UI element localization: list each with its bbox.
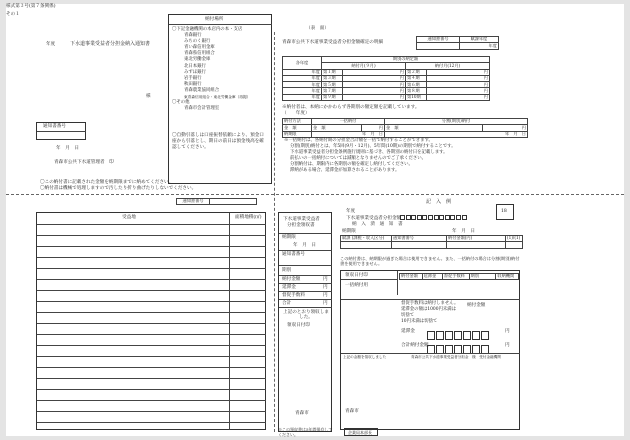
schedule-row: 年度 第９期 円 第10期 円 <box>283 94 490 100</box>
land-row-line <box>37 378 266 379</box>
land-notice-no-value <box>210 199 257 205</box>
schedule-col-year: 各年度 <box>283 57 322 70</box>
slip-number-box <box>496 204 514 220</box>
receipt-deadline: 年 月 日 <box>293 243 316 248</box>
place-item: 青い森信用金庫 <box>184 45 215 51</box>
slip-rule: 10円未満は切捨て <box>401 319 438 325</box>
statement-note: 分割(期別)納付とは、年5回(9月・12月)、5年間(10期)の期別で納付することです。 <box>290 144 456 150</box>
land-row-line <box>37 334 266 335</box>
slip-detail-table <box>399 273 519 280</box>
schedule-col-second: 納付月(12月) <box>406 63 490 69</box>
slip-seal-label: 企業局本部長 <box>348 430 372 435</box>
slip-grand-yen: 円 <box>505 343 510 348</box>
slip-head-page: (1)/(1) <box>506 236 523 242</box>
receipt-late-label: 延滞金 <box>282 285 296 290</box>
statement-note: 分割納付は、期限内に各期別の額を確定し納付してください。 <box>290 162 413 168</box>
receipt-period-label: 期別 <box>282 268 292 273</box>
schedule-row: 年度 第１期 円 第２期 円 <box>283 69 490 75</box>
notice-year: 年度 <box>46 42 56 47</box>
form-part: その１ <box>6 12 20 17</box>
schedule-header: 期別の納定額 <box>322 57 490 63</box>
schedule-row: 年度 第３期 円 第４期 円 <box>283 75 490 81</box>
deadline-label: 納期限 <box>283 131 312 137</box>
slip-number: 18 <box>501 209 507 214</box>
slip-deadline: 年 月 日 <box>452 229 475 234</box>
notice-no-box <box>36 122 86 140</box>
land-row-line <box>37 345 266 346</box>
inst-amount-label: 金 額 <box>385 125 483 131</box>
payment-place-title: 納付場所 <box>205 17 224 22</box>
place-item: みちのく銀行 <box>184 39 211 45</box>
land-row-line <box>37 389 266 390</box>
place-item: 〇下記金融機関の本店内の本・支店 <box>172 27 243 32</box>
place-item: 東北労働金庫 <box>184 57 211 63</box>
slip-deadline-label: 納期限 <box>342 229 356 234</box>
land-row-line <box>37 224 266 225</box>
statement-notice-no-table <box>416 36 499 50</box>
land-row-line <box>37 400 266 401</box>
land-row-line <box>37 257 266 258</box>
schedule-table <box>282 56 490 101</box>
receipt-fee-label: 督促手数料 <box>282 293 305 298</box>
slip-rule: 督促手数料は納付しません。 <box>401 301 459 306</box>
slip-head-table <box>340 235 523 249</box>
cut-line-vertical <box>274 32 275 432</box>
land-row-line <box>37 367 266 368</box>
method-installment: 分割(期別)納付 <box>385 119 528 125</box>
receipt-late-yen: 円 <box>323 285 328 290</box>
land-row-line <box>37 268 266 269</box>
slip-late-label: 延滞金 <box>401 329 415 334</box>
land-notice-no <box>176 198 257 205</box>
statement-notice-no-value <box>417 43 460 49</box>
land-table <box>36 212 266 430</box>
receipt-total-yen: 円 <box>323 301 328 306</box>
inst-amount-yen: 円 <box>482 125 527 131</box>
receipt-no-label: 通知書番号 <box>282 252 305 257</box>
statement-year-value: 年度 <box>460 43 499 49</box>
receipt-fee-yen: 円 <box>323 293 328 298</box>
receipt-deadline-label: 納期限 <box>282 235 296 240</box>
slip-col-total: 納付金額 <box>400 274 423 280</box>
slip-rule: 延滞金の額は1000円未満は <box>401 307 457 313</box>
footnote-2: 〇納付書は機械で処理しますので汚したり折り曲げたりしないでください。 <box>40 186 197 191</box>
land-row-line <box>37 290 266 291</box>
receipt-box <box>278 212 332 432</box>
notice-no-label: 通知書番号 <box>43 124 66 129</box>
slip-code-boxes <box>400 207 467 226</box>
statement-note: ※一括納付は、各納付期の分担金合計額を一括で納付することができます。 <box>284 138 433 143</box>
statement-note: 滞納がある場合、延滞金が加算されることがあります。 <box>290 168 400 174</box>
slip-col-bank: 収納機関 <box>496 274 519 280</box>
payment-place-list <box>172 27 250 112</box>
land-row-line <box>37 246 266 247</box>
slip-col-fee: 督促手数料 <box>442 274 469 280</box>
payment-place-box <box>168 14 272 184</box>
transfer-note: 〇自動引落しは口座振替依頼により、預金口座から引落とし、期日の前日は預金残高を確認してください。 <box>172 133 264 150</box>
place-item: 青森農業協同組合 <box>184 87 220 93</box>
statement-note: 前払いの一括納付については減額となりませんのでご了承ください。 <box>290 156 427 162</box>
slip-seal-box <box>344 428 378 436</box>
place-item: 北日本銀行 <box>184 63 206 69</box>
place-item: 青森銀行 <box>184 33 202 39</box>
place-item: 青森市会計管理室 <box>184 106 220 112</box>
place-item: 東青森信用組合・東北労働金庫（再掲） <box>184 95 251 100</box>
statement-note-b: （ 年度） <box>282 111 310 116</box>
slip-rules <box>401 301 458 325</box>
schedule-row: 年度 第７期 円 第８期 円 <box>283 88 490 94</box>
schedule-row: 年度 第５期 円 第６期 円 <box>283 82 490 88</box>
slip-late-yen: 円 <box>505 329 510 334</box>
slip-col-cat: 一括納付用 <box>345 283 368 288</box>
slip-city: 青森市 <box>345 409 359 414</box>
land-row-line <box>37 312 266 313</box>
place-item: みずほ銀行 <box>184 69 206 75</box>
method-table <box>282 118 528 138</box>
receipt-title-1: 下水道事業受益者 <box>283 217 320 222</box>
statement-year-label: 賦課年度 <box>460 37 499 43</box>
land-col-size: 面積地積(㎡) <box>235 215 262 220</box>
land-row-line <box>37 235 266 236</box>
land-row-line <box>37 323 266 324</box>
slip-title-2: 納 入 済 通 知 書 <box>352 222 403 227</box>
notice-title: 下水道事業受益者分担金納入通知書 <box>70 41 151 47</box>
statement-note-a: ※納付者は、本納にかかわらず各期別の額定額を記載しています。 <box>282 105 420 110</box>
form-number: 様式第３号(第７条関係) <box>6 4 56 9</box>
place-item: 岩手銀行 <box>184 75 202 81</box>
land-row-line <box>37 411 266 412</box>
inst-deadline: 年 月 日 <box>385 131 528 137</box>
land-row-line <box>37 356 266 357</box>
notice-date: 年 月 日 <box>56 146 79 151</box>
land-row-line <box>37 279 266 280</box>
statement-notice-no-label: 通知書番号 <box>417 37 460 43</box>
notice-sama: 様 <box>146 94 151 99</box>
slip-stamp-label: 領収日付印 <box>345 273 368 278</box>
receipt-stamp-label: 領収日付印 <box>287 323 310 328</box>
slip-note: この納付書は、納期限が過ぎた場合は使用できません。また、一括納付の場合は分割(期別)納付書を使用できません。 <box>340 256 520 266</box>
land-row-line <box>37 422 266 423</box>
lump-amount-yen: 円 <box>361 125 384 131</box>
slip-pay-label: 納付金額 <box>467 303 486 308</box>
land-notice-no-label: 通知書番号 <box>177 199 210 205</box>
form-page <box>6 4 624 436</box>
slip-head-cat: 賦課 (課税・収入区分) <box>341 236 392 242</box>
lump-deadline: 年 月 日 <box>312 131 385 137</box>
land-row-line <box>37 301 266 302</box>
slip-bank-note: 青森市公共下水道事業受益者分担金 様 受付金融機関 <box>411 355 501 359</box>
schedule-col-first: 納付月(９月) <box>322 63 406 69</box>
statement-notes <box>284 138 456 175</box>
statement-title: 青森市公共下水道事業受益者分担金額確定の明細 <box>282 40 384 45</box>
slip-example-label: 記 入 例 <box>426 199 452 205</box>
amount-label: 金 額 <box>283 125 312 131</box>
receipt-total-label: 合計 <box>282 301 292 306</box>
receipt-pay-label: 納付金額 <box>282 277 301 282</box>
receipt-received: 上記のとおり領収しました。 <box>283 310 329 321</box>
place-item: 青森県信用組合 <box>184 51 215 57</box>
cut-line-horizontal <box>6 194 624 195</box>
slip-head-pay: 納付金額(円) <box>447 236 506 242</box>
slip-head-no: 通知書番号 <box>392 236 447 242</box>
receipt-pay-yen: 円 <box>323 277 328 282</box>
land-col-area: 受益地 <box>122 215 136 220</box>
slip-col-period: 期別 <box>469 274 496 280</box>
lump-amount-label: 金 額 <box>312 125 362 131</box>
notice-issuer: 青森市公共下水道管理者 印 <box>54 160 114 165</box>
slip-bank-receipt: 上記の金額を領収しました <box>343 355 387 359</box>
place-item: 〇その他 <box>172 100 190 106</box>
footnote-1: 〇この納付書に記載された金額を納期限までに納めてください。 <box>40 180 174 185</box>
receipt-footer: ※この領収書は5年間保存してください。 <box>278 427 333 437</box>
receipt-city: 青森市 <box>295 411 309 416</box>
receipt-title-2: 分担金領収書 <box>287 223 315 228</box>
method-label: 納付方法 <box>283 119 312 125</box>
slip-grand-label: 合計納付金額 <box>401 343 429 348</box>
slip-title-1: 下水道事業受益者分担金額 <box>346 216 402 221</box>
slip-rule: 切捨て <box>401 313 415 319</box>
slip-col-late: 延滞金 <box>422 274 442 280</box>
statement-note: 下水道事業受益者分担金条例施行規則に基づき、各期別の納付日を記載します。 <box>290 150 448 156</box>
place-item: 秋田銀行 <box>184 81 202 87</box>
method-lump: 一括納付 <box>312 119 385 125</box>
slip-body <box>340 270 520 430</box>
side-label: （表 面） <box>306 26 329 31</box>
slip-year: 年度 <box>346 209 356 214</box>
